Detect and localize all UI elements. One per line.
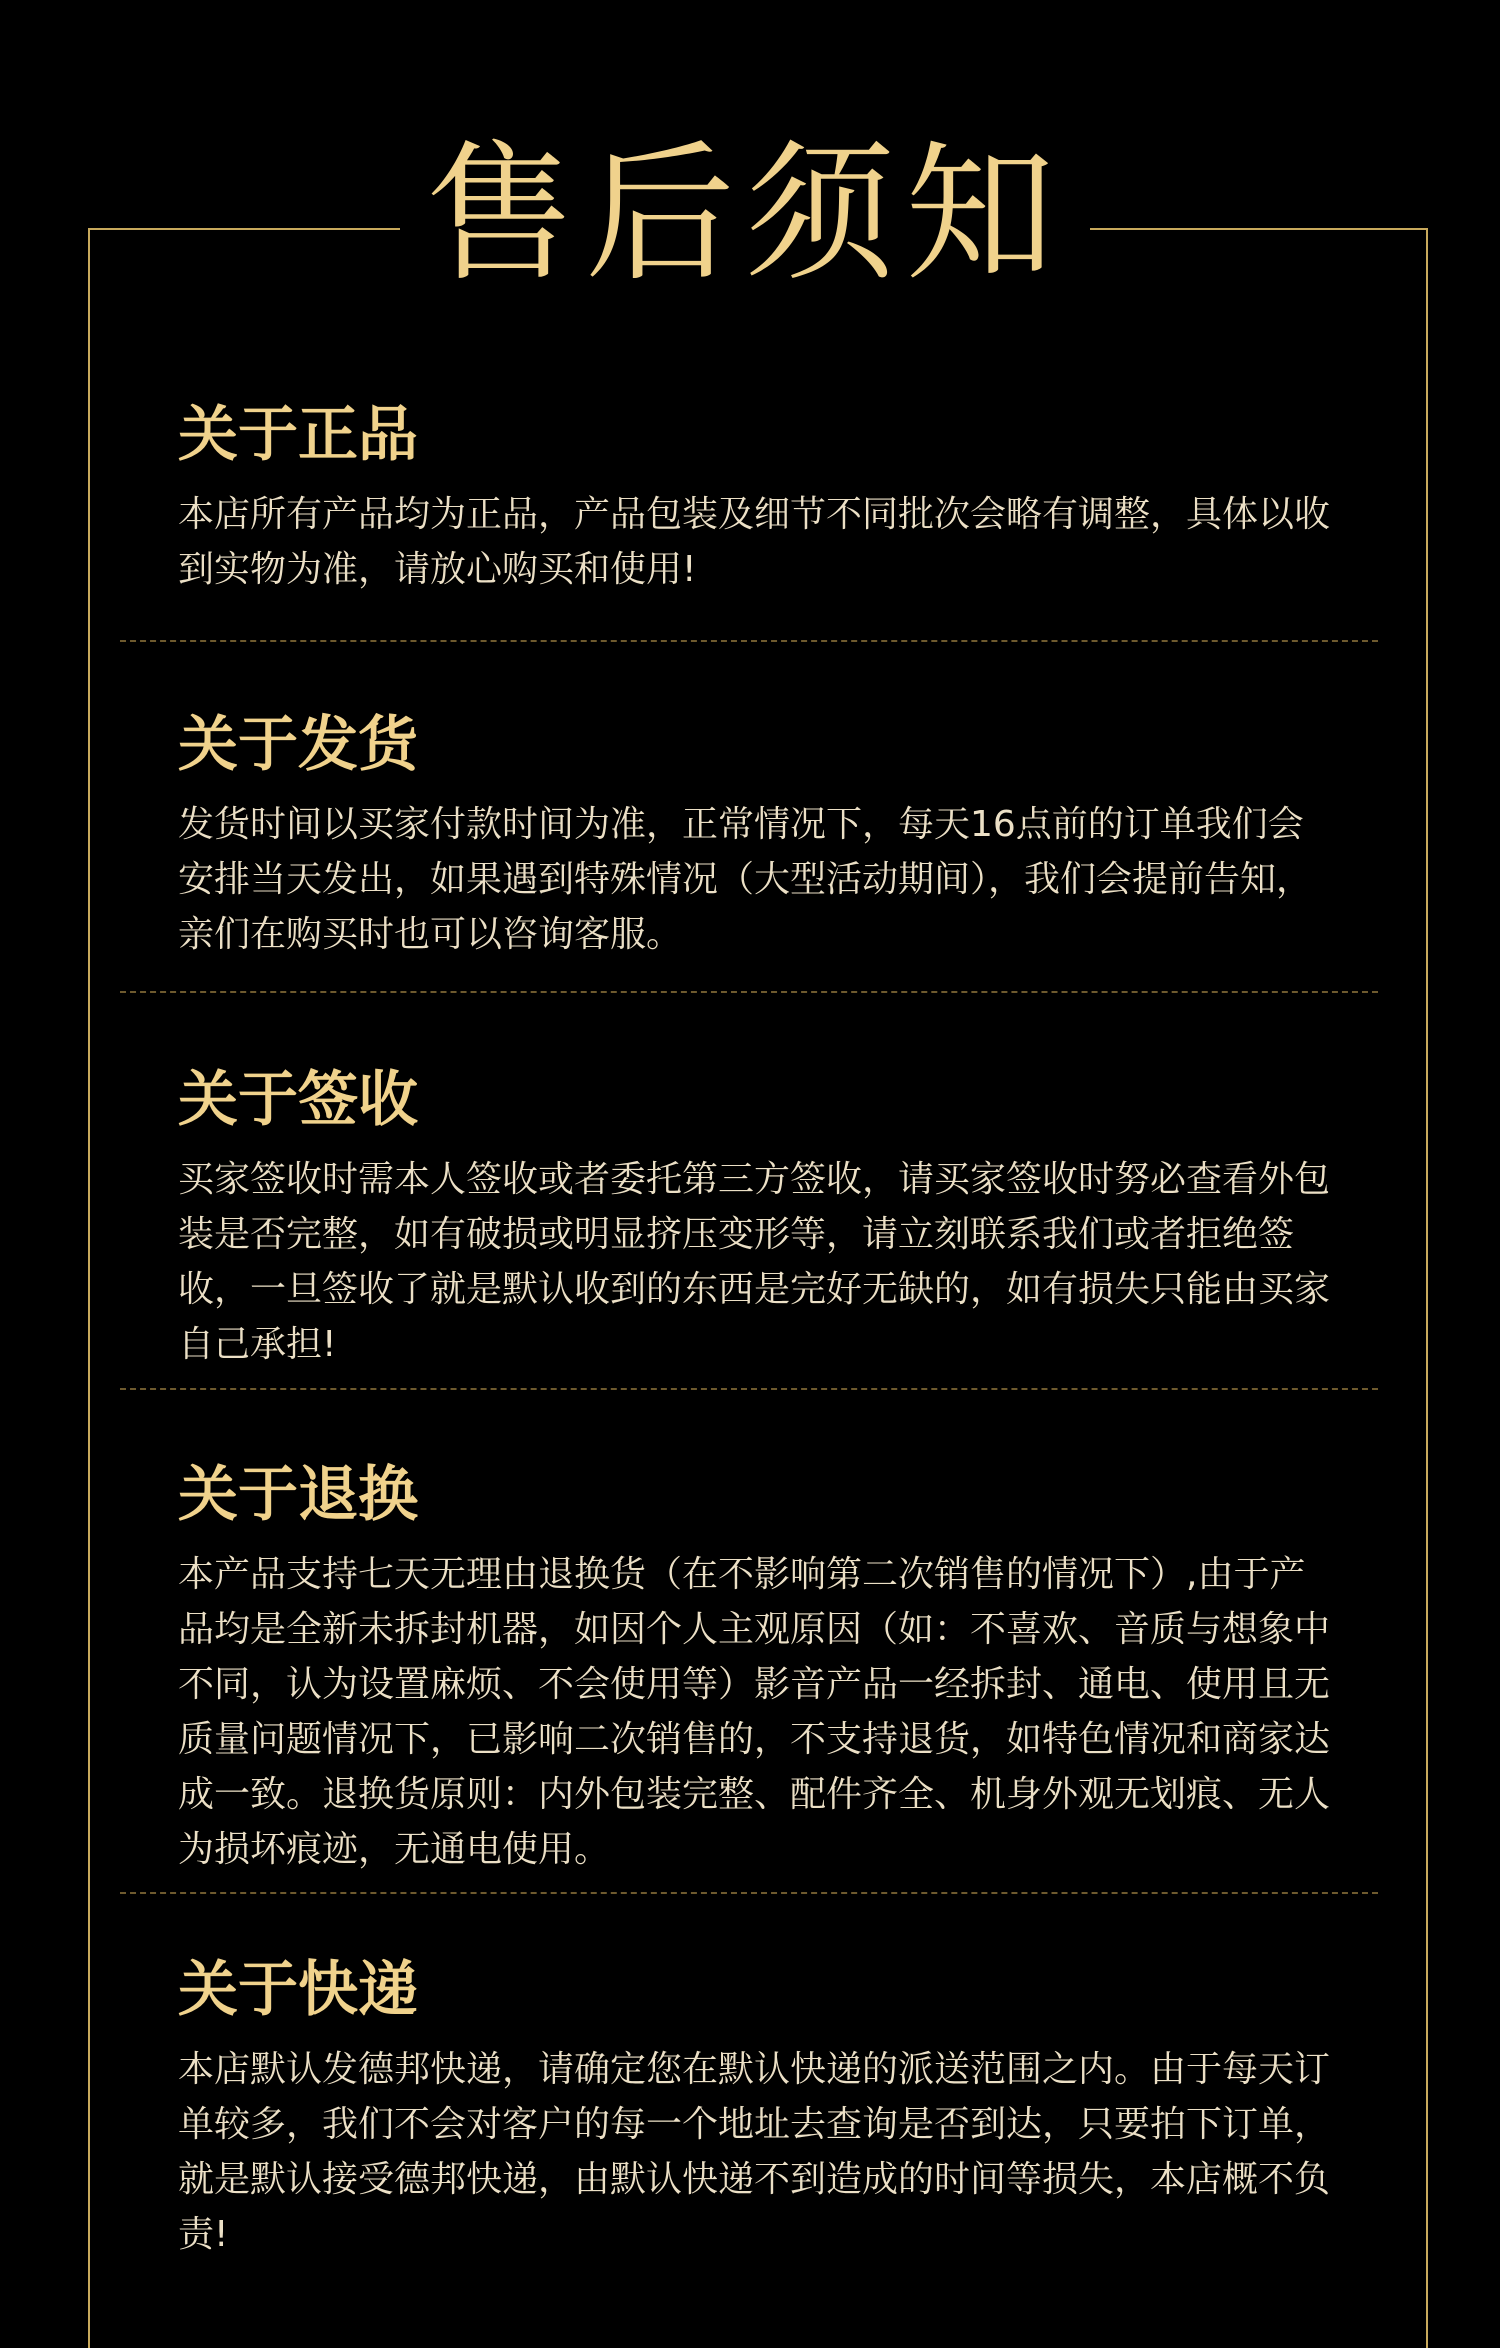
section-heading: 关于签收 [178, 1065, 418, 1135]
section-receipt [178, 1060, 1338, 1372]
section-heading: 关于发货 [178, 710, 418, 780]
section-body: 本店所有产品均为正品，产品包装及细节不同批次会略有调整，具体以收到实物为准，请放心购买和使用! [178, 494, 1331, 590]
section-divider [120, 1388, 1378, 1390]
section-heading: 关于退换 [178, 1460, 418, 1530]
title-rule-right [1090, 228, 1428, 230]
section-body: 本店默认发德邦快递，请确定您在默认快递的派送范围之内。由于每天订单较多，我们不会对客户的每一个地址去查询是否到达，只要拍下订单，就是默认接受德邦快递，由默认快递不到造成的时间等损失，本店概不负责! [178, 2049, 1331, 2255]
section-shipping [178, 705, 1338, 962]
section-divider [120, 1892, 1378, 1894]
section-courier [178, 1950, 1338, 2262]
section-body: 本产品支持七天无理由退换货（在不影响第二次销售的情况下）,由于产品均是全新未拆封机器，如因个人主观原因（如：不喜欢、音质与想象中不同，认为设置麻烦、不会使用等）影音产品一经拆封、通电、使用且无质量问题情况下，已影响二次销售的，不支持退货，如特色情况和商家达成一致。退换货原则：内外包装完整、配件齐全、机身外观无划痕、无人为损坏痕迹，无通电使用。 [178, 1554, 1331, 1870]
section-authentic [178, 395, 1338, 597]
section-heading: 关于正品 [178, 400, 418, 470]
section-heading: 关于快递 [178, 1955, 418, 2025]
section-divider [120, 991, 1378, 993]
section-divider [120, 640, 1378, 642]
section-body: 发货时间以买家付款时间为准，正常情况下，每天16点前的订单我们会安排当天发出，如果遇到特殊情况（大型活动期间），我们会提前告知，亲们在购买时也可以咨询客服。 [178, 804, 1313, 955]
page-title: 售后须知 [424, 128, 1065, 302]
section-body: 买家签收时需本人签收或者委托第三方签收，请买家签收时努必查看外包装是否完整，如有破损或明显挤压变形等，请立刻联系我们或者拒绝签收，一旦签收了就是默认收到的东西是完好无缺的，如有损失只能由买家自己承担! [178, 1159, 1331, 1365]
title-rule-left [88, 228, 400, 230]
section-returns [178, 1455, 1338, 1877]
